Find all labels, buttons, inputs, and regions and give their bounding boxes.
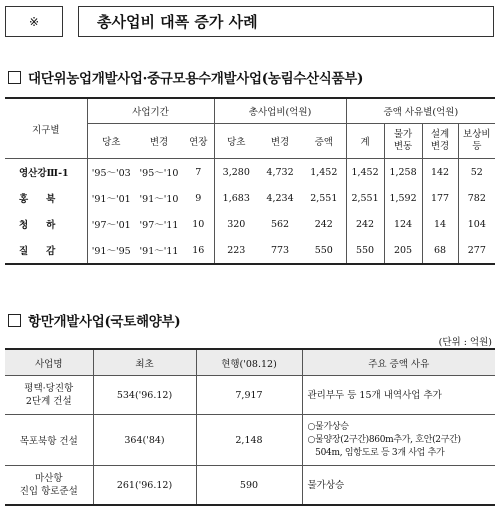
row-cost-changed: 4,732 [266,166,294,178]
header-reason-comp: 보상비 등 [458,124,495,159]
row-district-name: 질감 [5,237,87,264]
header-project-name: 사업명 [5,349,93,376]
row-reason-total: 550 [346,237,384,264]
row-increase: 242 [314,218,333,230]
row-cost-changed: 4,234 [266,192,294,204]
title-row [5,6,494,37]
checkbox-icon [8,71,21,84]
row-period-initial: '91～'95 [87,237,135,264]
row-reason-comp: 52 [458,159,495,186]
header-reason: 주요 증액 사유 [302,349,495,376]
row-reason-price: 1,258 [384,159,422,186]
row-reason-design: 14 [422,211,458,237]
row-increase: 1,452 [310,166,338,178]
header-period-changed: 변경 [135,124,183,159]
row-cost-changed: 562 [270,218,290,230]
header-cost-increase: 증액 [302,124,346,159]
row-reason-total: 1,452 [346,159,384,186]
row-district-name: 영산강Ⅲ-1 [19,168,69,179]
row-reason-price: 124 [384,211,422,237]
row-period-initial: '95～'03 [87,159,135,186]
row-reason-comp: 277 [458,237,495,264]
row-reason-total: 242 [346,211,384,237]
header-period: 사업기간 [87,98,214,124]
unit-label: (단위 : 억원) [438,337,492,348]
header-cost: 총사업비(억원) [214,98,346,124]
row-reason-comp: 782 [458,185,495,211]
header-reason-price: 물가 변동 [384,124,422,159]
row-reason-price: 1,592 [384,185,422,211]
row-extension: 16 [183,237,214,264]
row-initial: 364('84) [93,415,196,466]
row-reason-price: 205 [384,237,422,264]
row-cost-initial: 3,280 [214,159,258,186]
header-district: 지구별 [5,98,87,159]
row-period-initial: '97～'01 [87,211,135,237]
header-period-initial: 당초 [87,124,135,159]
header-reason-design: 설계 변경 [422,124,458,159]
header-reason-total: 계 [346,124,384,159]
row-district-name: 청하 [19,220,74,231]
row-extension: 9 [195,192,202,204]
row-extension: 10 [192,218,205,230]
page-title: 총사업비 대폭 증가 사례 [78,6,494,37]
row-reason: ○물가상승 ○물양장(2구간)860m추가, 호안(2구간) 504m, 임항도로 등 3개 사업 추가 [302,415,495,466]
row-current: 590 [196,466,302,506]
row-initial: 534('96.12) [93,376,196,415]
row-current: 2,148 [196,415,302,466]
row-cost-initial: 223 [214,237,258,264]
row-reason-design: 177 [422,185,458,211]
row-period-changed: '91～'10 [139,194,179,205]
row-increase: 550 [302,237,346,264]
row-period-changed: '97～'11 [139,220,179,231]
row-reason-total: 2,551 [346,185,384,211]
row-project-name: 목포북항 건설 [5,415,93,466]
row-reason: 관리부두 등 15개 내역사업 추가 [302,376,495,415]
row-reason: 물가상승 [302,466,495,506]
row-period-changed: '95～'10 [139,168,179,179]
section1-title: 대단위농업개발사업·중규모용수개발사업(농림수산식품부) [28,71,364,87]
row-reason-design: 68 [422,237,458,264]
header-current: 현행('08.12) [196,349,302,376]
section2-heading [8,310,180,330]
row-period-changed: '91～'11 [135,237,183,264]
row-project-name: 평택·당진항 2단계 건설 [5,376,93,415]
section1-heading [8,67,363,87]
port-projects-table [5,348,495,506]
reference-mark: ※ [5,6,63,37]
row-district-name: 홍북 [19,194,74,205]
row-initial: 261('96.12) [93,466,196,506]
row-cost-initial: 1,683 [214,185,258,211]
row-project-name: 마산항 진입 항로준설 [5,466,93,506]
row-cost-changed: 773 [258,237,302,264]
header-cost-initial: 당초 [214,124,258,159]
header-cost-changed: 변경 [258,124,302,159]
header-period-extension: 연장 [183,124,214,159]
row-period-initial: '91～'01 [87,185,135,211]
row-increase: 2,551 [310,192,338,204]
row-reason-comp: 104 [458,211,495,237]
agri-projects-table [5,97,495,265]
row-extension: 7 [195,166,202,178]
section2-title: 항만개발사업(국토해양부) [28,314,181,330]
row-cost-initial: 320 [214,211,258,237]
header-reason: 증액 사유별(억원) [346,98,495,124]
row-current: 7,917 [196,376,302,415]
checkbox-icon [8,314,21,327]
header-initial: 최초 [93,349,196,376]
row-reason-design: 142 [422,159,458,186]
